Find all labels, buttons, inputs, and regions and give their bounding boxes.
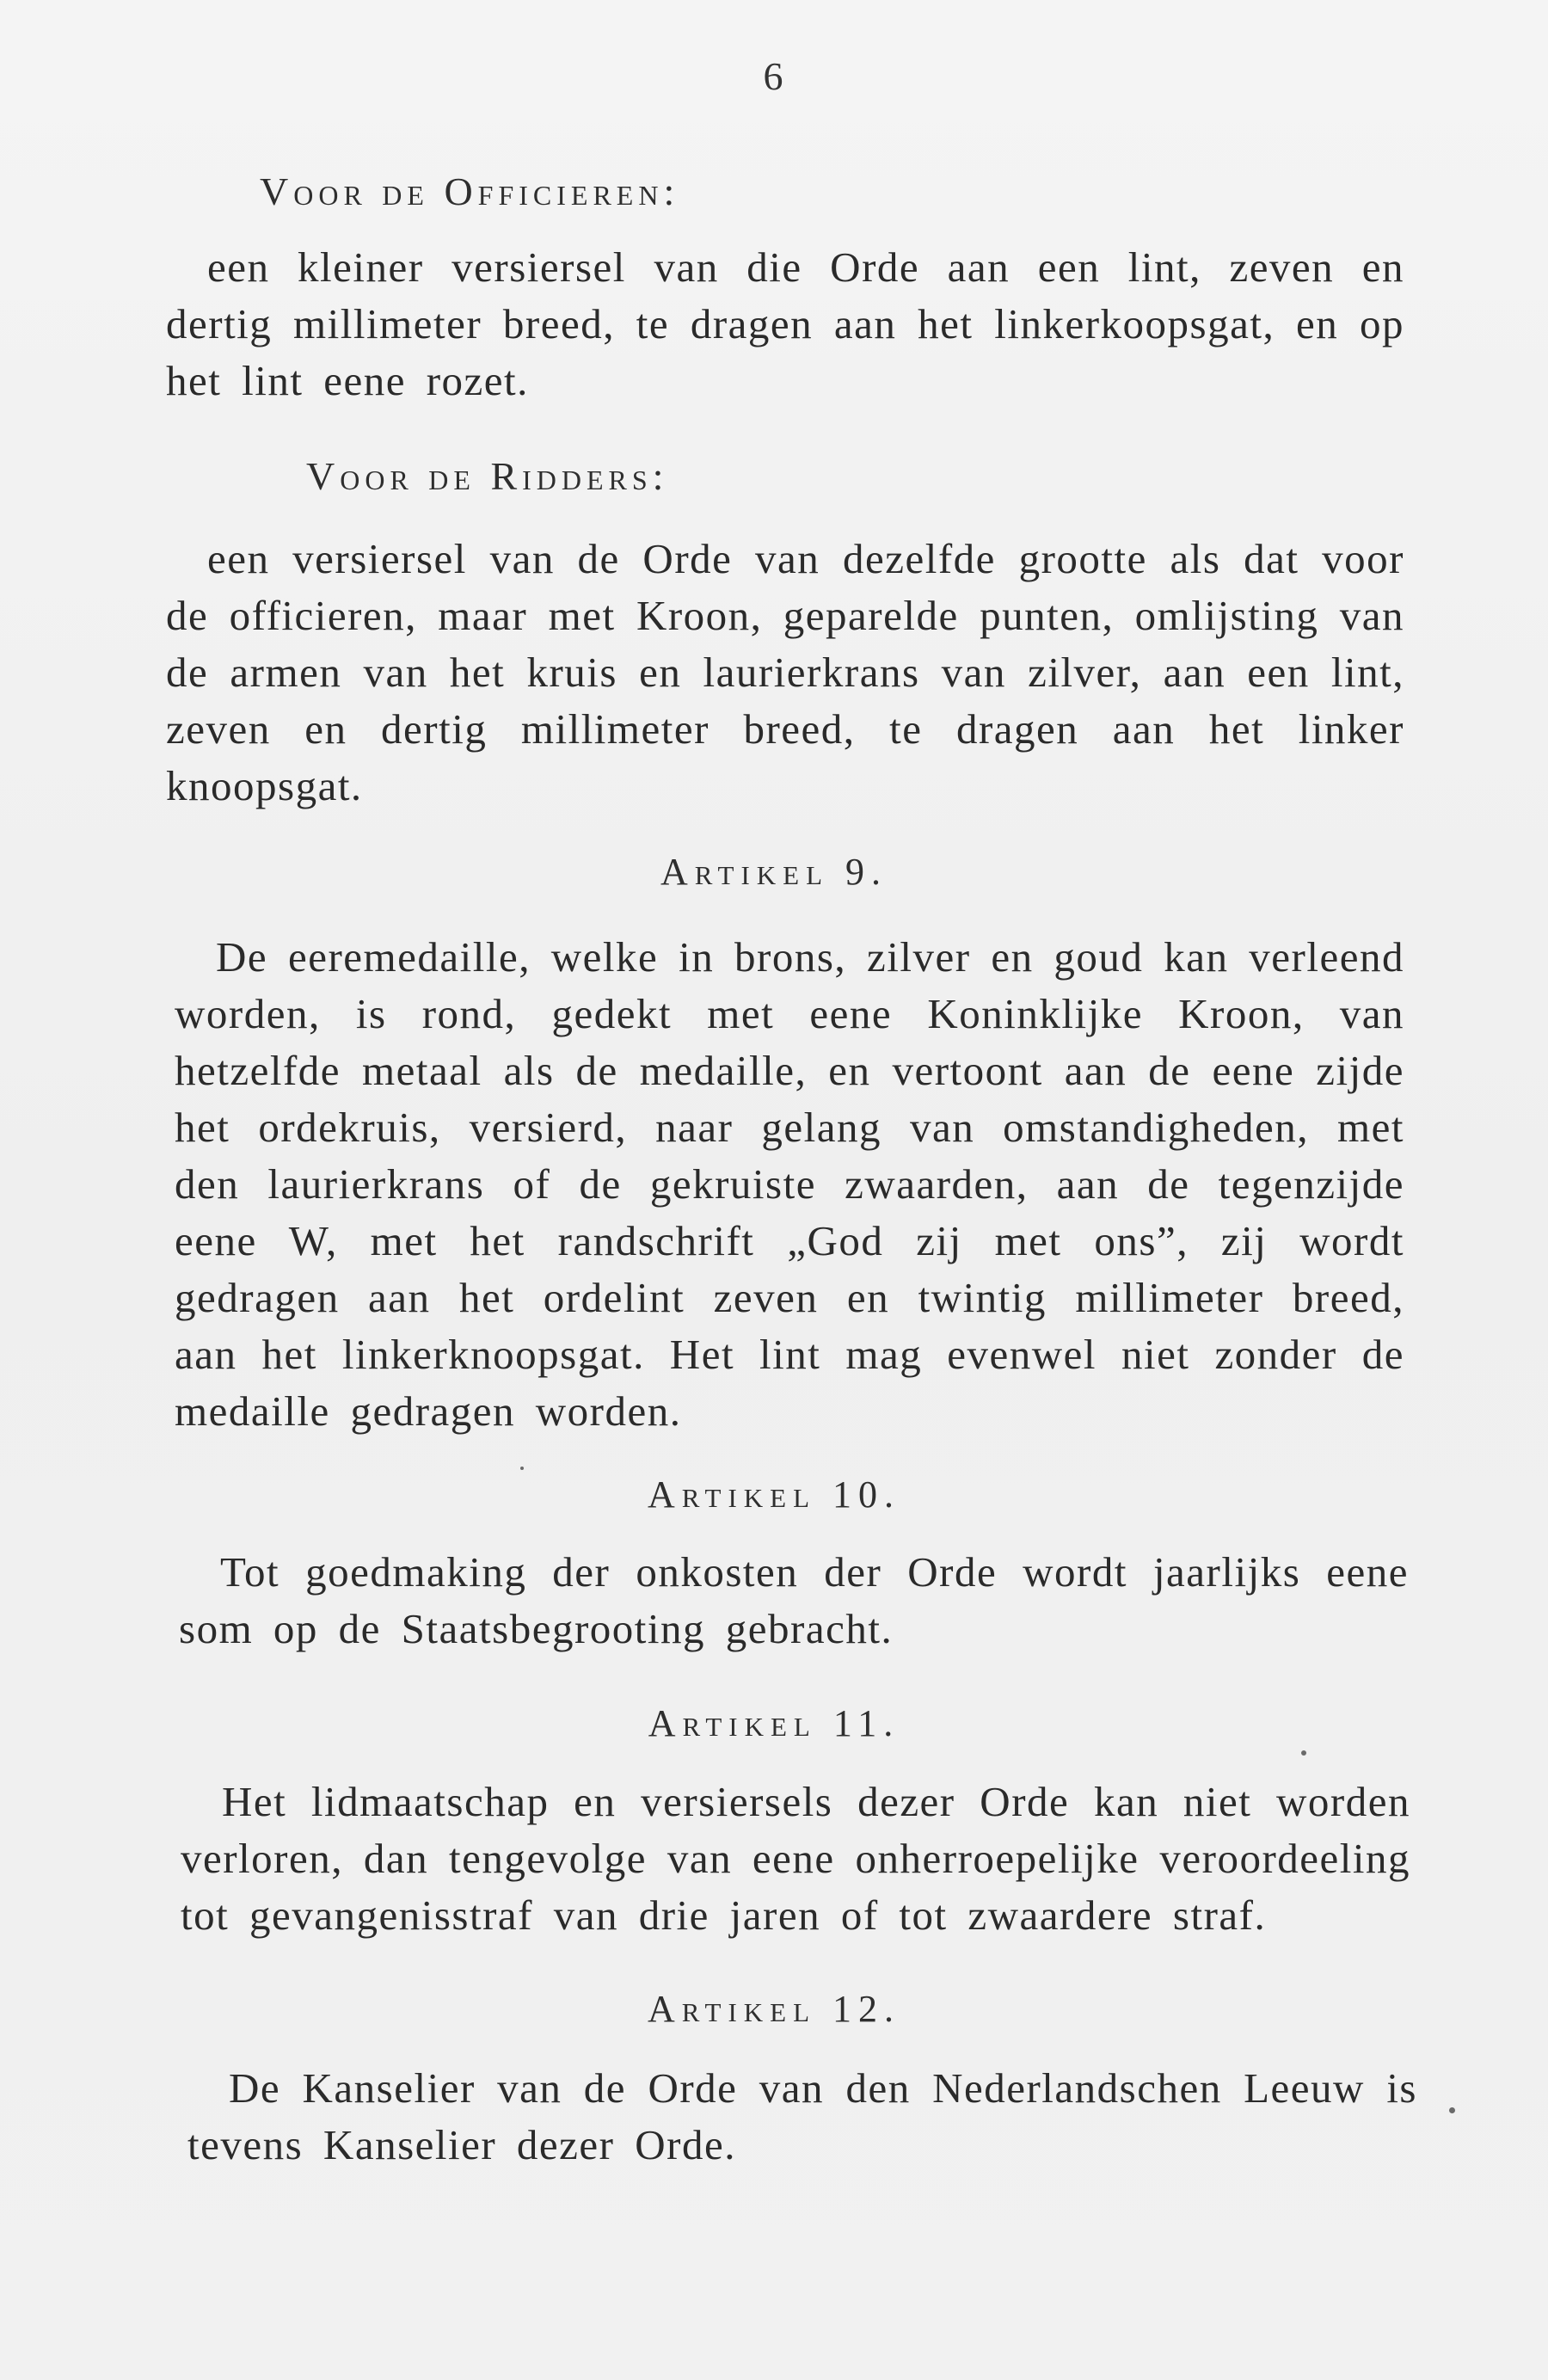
officieren-heading: Voor de Officieren:	[260, 169, 680, 213]
artikel-9-paragraph: De eeremedaille, welke in brons, zilver en goud kan verleend worden, is rond, gedekt met eene Koninklijke Kroon, van hetzelfde metaal als de medaille, en vertoont aan de eene zijde het ordekruis, versierd, naar gelang van omstandigheden, met den laurierkrans of de gekruiste zwaarden, aan de tegenzijde eene W, met het randschrift „God zij met ons”, zij wordt gedragen aan het ordelint zeven en twintig millimeter breed, aan het linkerknoopsgat. Het lint mag evenwel niet zonder de medaille gedragen worden.	[175, 933, 1404, 1435]
ridders-heading: Voor de Ridders:	[306, 454, 669, 498]
artikel-12-heading: Artikel 12.	[647, 1988, 901, 2030]
artikel-9-heading: Artikel 9.	[660, 851, 888, 893]
artikel-10-heading: Artikel 10.	[647, 1473, 901, 1516]
paper-speck	[1449, 2107, 1455, 2113]
officieren-paragraph: een kleiner versiersel van die Orde aan een lint, zeven en dertig millimeter breed, te dragen aan het linkerkoopsgat, en op het lint eene rozet.	[166, 243, 1404, 404]
artikel-11-heading: Artikel 11.	[648, 1702, 900, 1744]
artikel-12-paragraph: De Kanselier van de Orde van den Nederlandschen Leeuw is tevens Kanselier dezer Orde.	[187, 2064, 1417, 2168]
artikel-10-paragraph: Tot goedmaking der onkosten der Orde wordt jaarlijks eene som op de Staatsbegrooting gebracht.	[179, 1548, 1409, 1652]
page-number: 6	[763, 54, 785, 98]
paper-speck	[520, 1467, 524, 1470]
paper-speck	[1301, 1750, 1306, 1756]
artikel-11-paragraph: Het lidmaatschap en versiersels dezer Orde kan niet worden verloren, dan tengevolge van eene onherroepelijke veroordeeling tot gevangenisstraf van drie jaren of tot zwaardere straf.	[181, 1778, 1410, 1939]
ridders-paragraph: een versiersel van de Orde van dezelfde grootte als dat voor de officieren, maar met Kroon, geparelde punten, omlijsting van de armen van het kruis en laurierkrans van zilver, aan een lint, zeven en dertig millimeter breed, te dragen aan het linker knoopsgat.	[166, 535, 1404, 809]
